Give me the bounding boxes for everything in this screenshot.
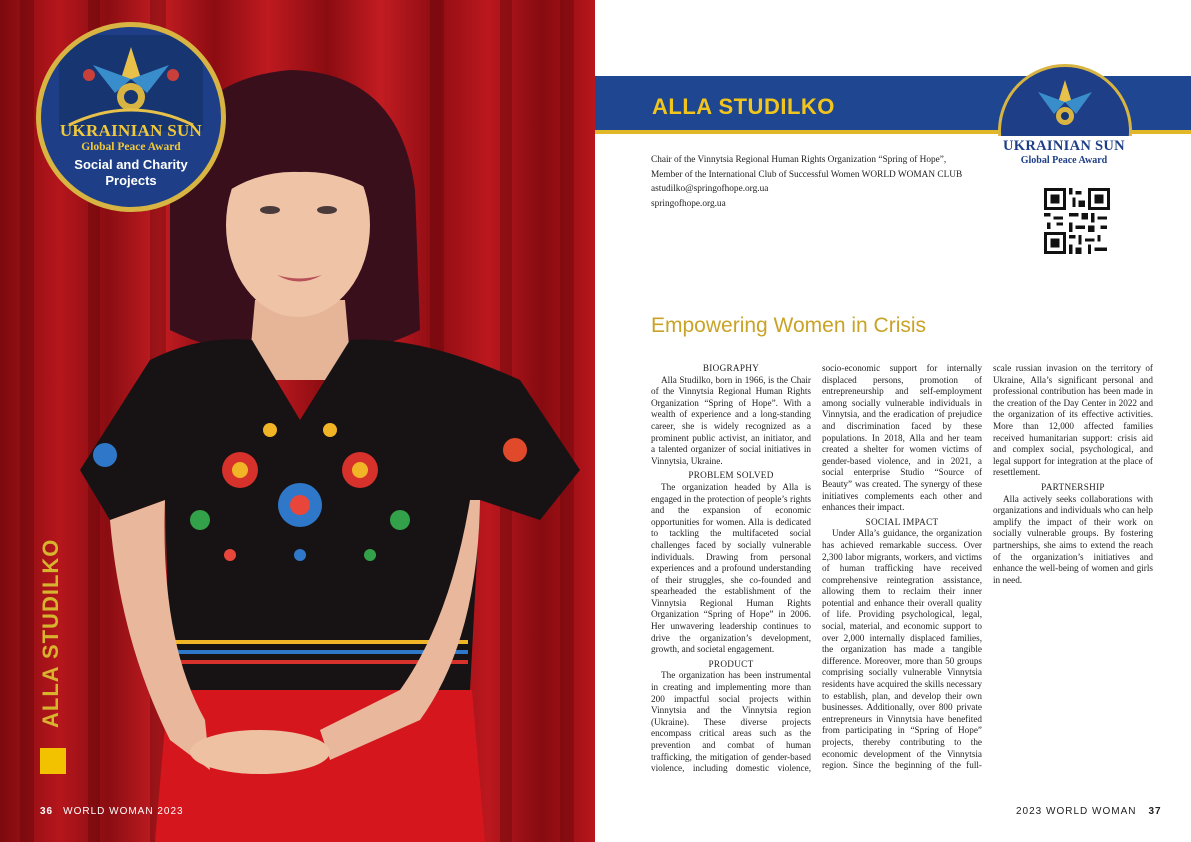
section-heading: PROBLEM SOLVED [688,470,774,481]
award-badge [36,22,226,212]
left-page [0,0,595,842]
award-subtitle-small: Global Peace Award [1020,155,1108,166]
section-heading: PARTNERSHIP [1041,481,1105,492]
section-heading: SOCIAL IMPACT [865,516,939,527]
email-link[interactable]: astudilko@springofhope.org.ua [651,184,769,194]
qr-code-icon[interactable] [1044,188,1110,254]
award-category: Social and Charity Projects [74,157,188,188]
problem-text: The organization headed by Alla is engaged in the protection of people’s rights and the expansion of economic opportunities for women. Alla is dedicated to tackling the multifaceted social challenges faced by socially vulnerable individuals. Drawing from personal experiences and a profound understanding of their struggles, she co-founded and spearheaded the establishment of the Vinnytsia Regional Human Rights Organization “Spring of Hope” in 2006. Her unwavering leadership continues to drive the organization’s development, growth, and societal engagement. [651,481,811,655]
page-number-right: 37 [1148,806,1162,817]
award-title-small: UKRAINIAN SUN [1003,138,1125,154]
role-line-2: Member of the International Club of Successful Women WORLD WOMAN CLUB [651,169,963,180]
partnership-text: Alla actively seeks collaborations with organizations and individuals who can help amplify the impact of their work on socially vulnerable groups. By fostering partnerships, she aims to extend the reach of the organization’s initiatives and enhance the well-being of women and girls in need. [993,493,1153,585]
accent-square [40,748,66,774]
award-subtitle: Global Peace Award [81,141,181,153]
sun-mosaic-icon [59,35,203,131]
contact-info [651,153,996,211]
product-text: The organization has been instrumental in creating and implementing more than 200 impactful social projects within Vinnytsia and the Vinnytsia region (Ukraine). These diverse projects encompass critical areas such as the prevention and combat of human trafficking, the mitigation of gender-based violence, including domestic violence, socio-economic support for internally displaced persons, promotion of entrepreneurship and self-employment among socially vulnerable individuals in Vinnytsia, and the eradication of prejudice and discrimination faced by these populations. In 2018, Alla and her team created a shelter for women victims of gender-based violence, and in 2021, a social enterprise Studio “Source of Beauty” was created. The synergy of these initiatives complements each other and enhances their impact. [651,363,982,774]
magazine-name-left: WORLD WOMAN 2023 [63,806,184,817]
magazine-name-right: 2023 WORLD WOMAN [1016,806,1137,817]
award-title: UKRAINIAN SUN [59,121,203,140]
article-headline: Empowering Women in Crisis [651,314,927,337]
folio-right [1016,806,1162,817]
section-heading: BIOGRAPHY [702,363,760,373]
page-number-left: 36 [40,806,54,817]
role-line-1: Chair of the Vinnytsia Regional Human Rights Organization “Spring of Hope”, [651,155,947,165]
article-body [651,363,1153,783]
vertical-name: ALLA STUDILKO [38,538,63,728]
section-heading: PRODUCT [708,658,754,669]
website-link[interactable]: springofhope.org.ua [651,198,726,209]
biography-text: Alla Studilko, born in 1966, is the Chair of the Vinnytsia Regional Human Rights Organization “Spring of Hope”. With a wealth of experience and a long-standing career, she is widely recognized as a prominent public activist, an initiator, and a talented organizer of social initiatives in Vinnytsia, Ukraine. [651,374,811,466]
folio-left [40,806,184,817]
header-name: ALLA STUDILKO [652,94,835,119]
sun-mosaic-icon [1020,74,1110,134]
award-badge-small [998,64,1132,136]
impact-text: Under Alla’s guidance, the organization has achieved remarkable success. Over 2,300 labor migrants, workers, and victims of human trafficking have received comprehensive reintegration assistance, allowing them to reclaim their inner potential and enhance their overall quality of life. Providing psychological, legal, social, material, and economic support to over 2,000 internally displaced families, the organization has made a tangible difference. Moreover, more than 50 groups comprising socially vulnerable Vinnytsia residents have acquired the skills necessary to establish, plan, and develop their own businesses. Additionally, over 800 private entrepreneurs in Vinnytsia have benefited from participating in “Spring of Hope” projects, thereby contributing to the economic development of the Vinnytsia region. Since the beginning of the full-scale russian invasion on the territory of Ukraine, Alla’s significant personal and professional contribution has been made in the creation of the Day Center in 2022 and the organization of its effective activities. More than 12,000 affected families received humanitarian support: crisis aid and complex social, psychological, and legal support for integration at the place of resettlement. [822,363,1153,771]
